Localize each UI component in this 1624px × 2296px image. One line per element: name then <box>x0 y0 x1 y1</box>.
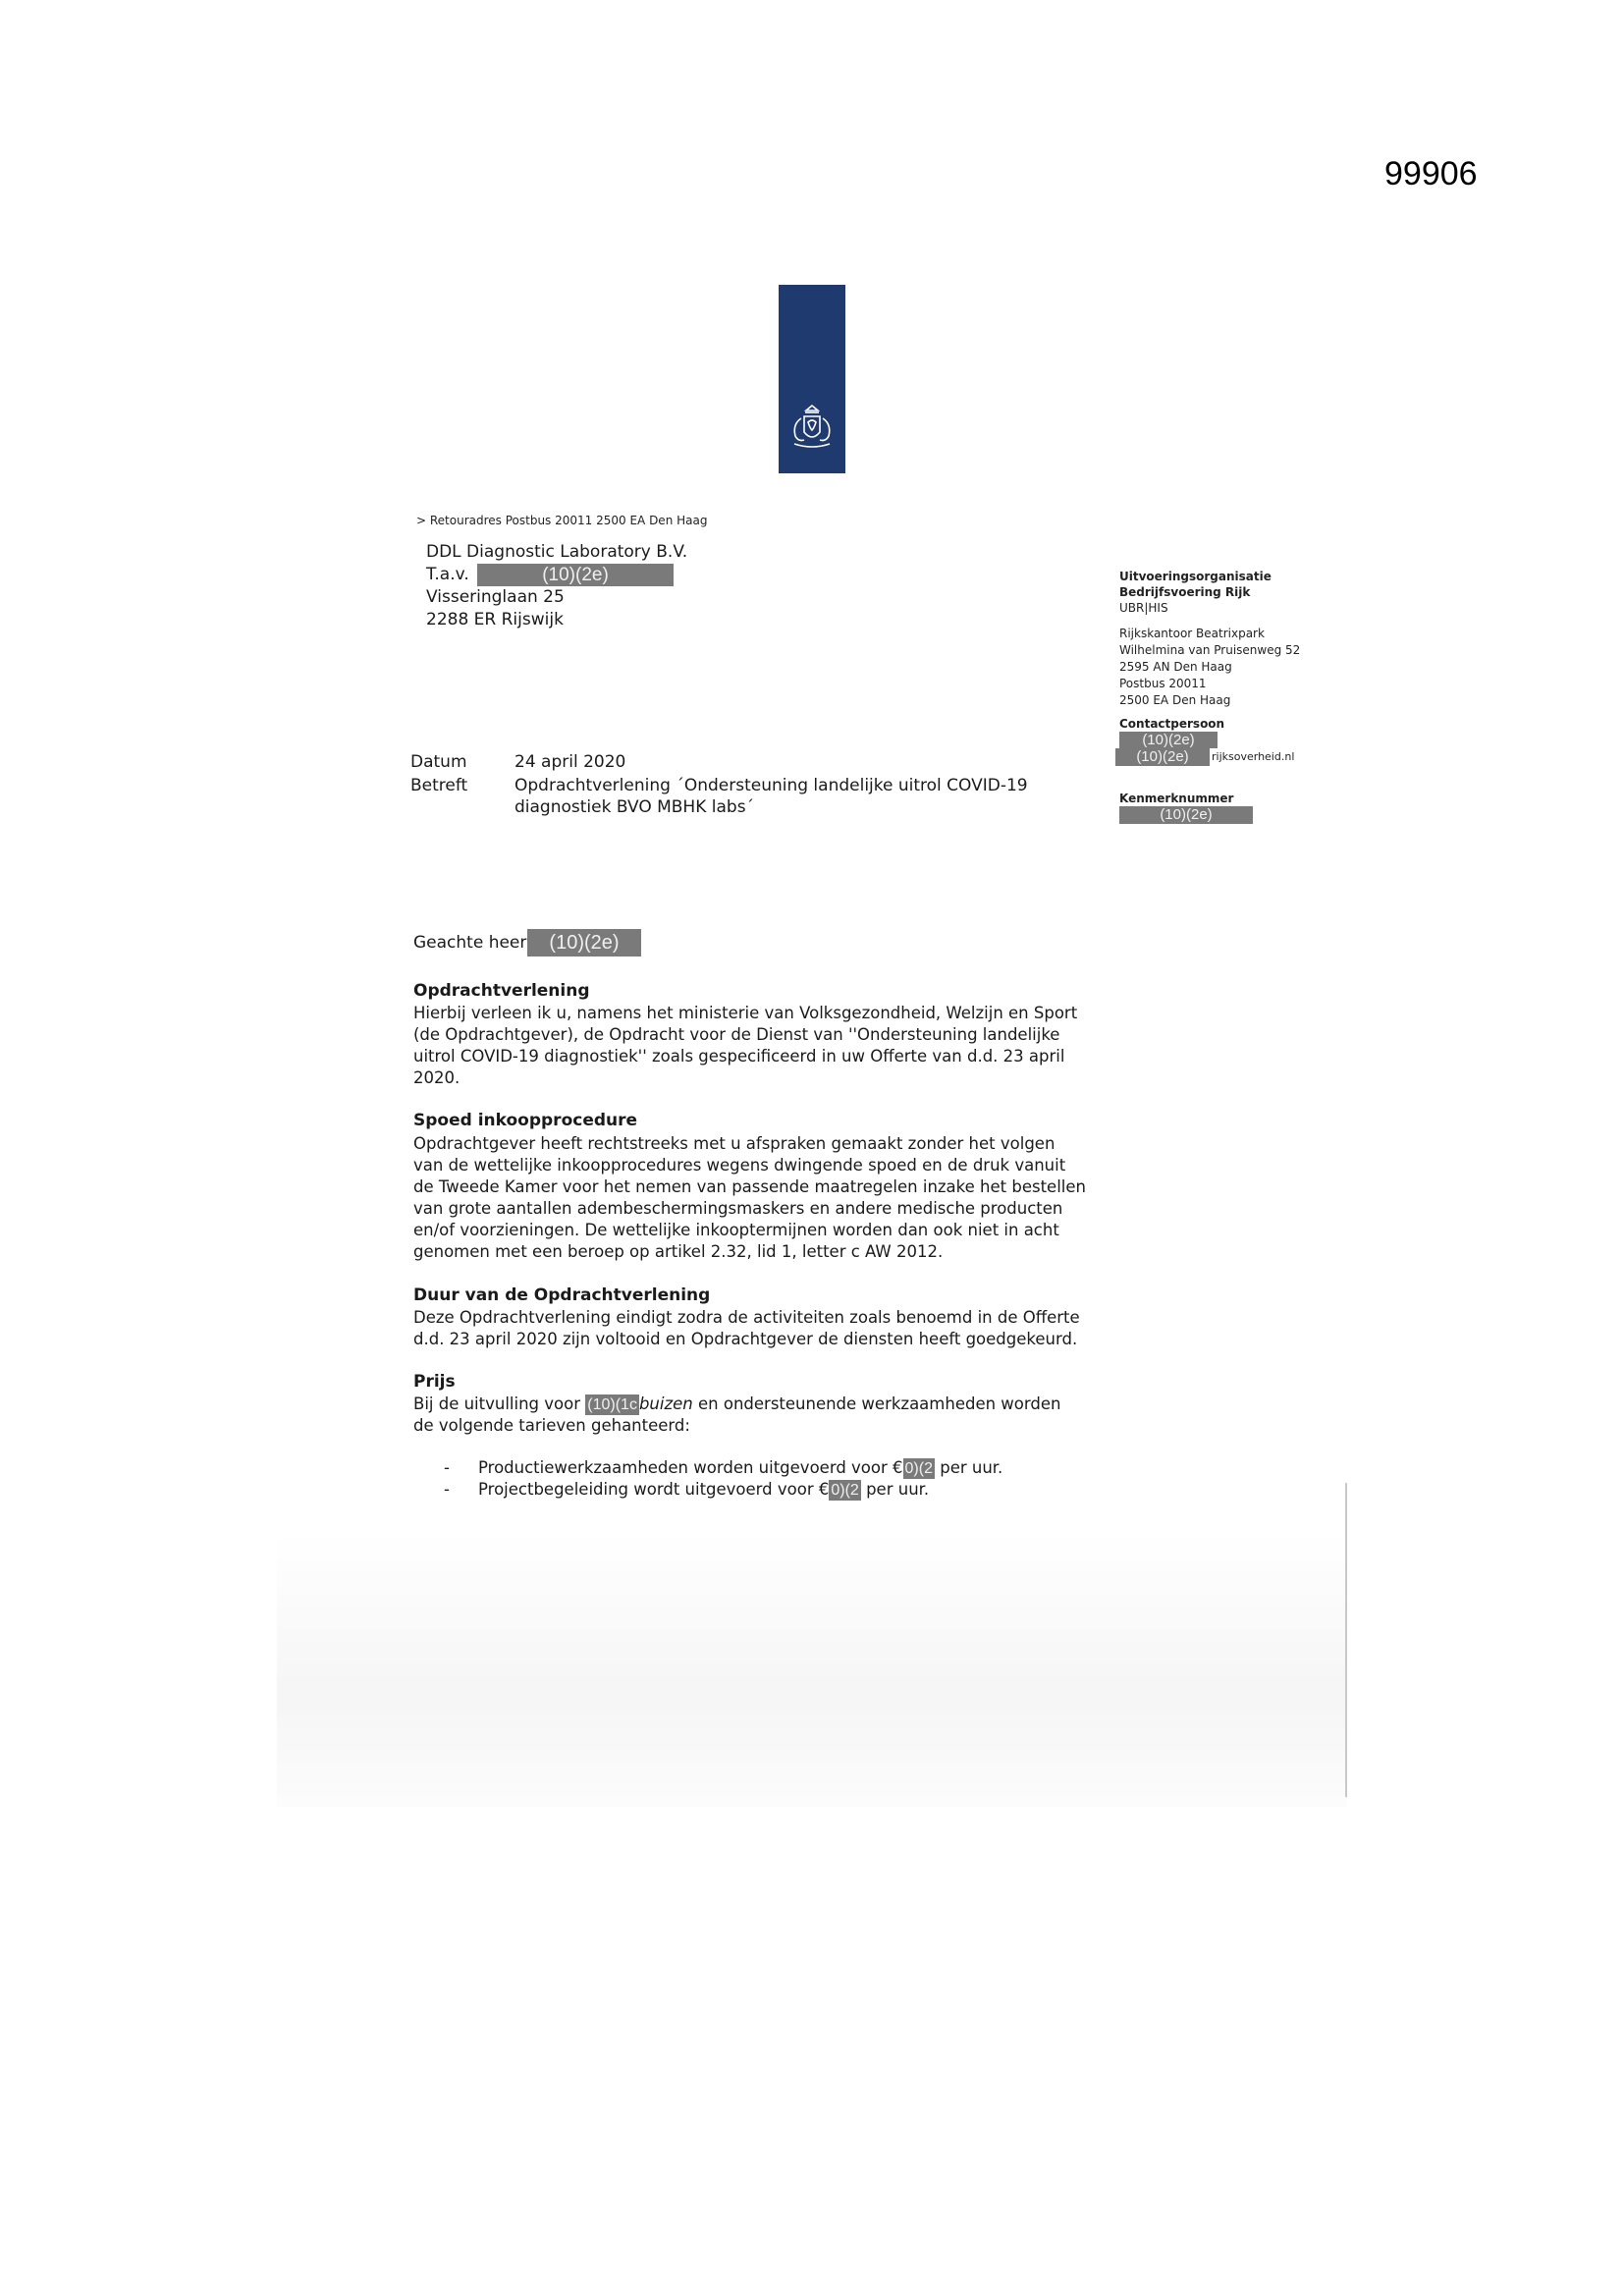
prijs-text: Bij de uitvulling voor <box>413 1394 581 1413</box>
recipient-company: DDL Diagnostic Laboratory B.V. <box>426 542 688 562</box>
redaction-attention: (10)(2e) <box>477 564 674 586</box>
sender-address-line: 2595 AN Den Haag <box>1119 660 1232 674</box>
paragraph-line: van grote aantallen adembeschermingsmaskers en andere medische producten <box>413 1199 1063 1218</box>
scan-edge <box>1345 1483 1347 1797</box>
sender-address-line: 2500 EA Den Haag <box>1119 693 1231 707</box>
paragraph-line: d.d. 23 april 2020 zijn voltooid en Opdrachtgever de diensten heeft goedgekeurd. <box>413 1330 1078 1348</box>
sender-org-line3: UBR|HIS <box>1119 601 1168 615</box>
redaction-prijs: (10)(1c <box>587 1396 637 1413</box>
paragraph-line: Deze Opdrachtverlening eindigt zodra de activiteiten zoals benoemd in de Offerte <box>413 1308 1080 1327</box>
paragraph-line: 2020. <box>413 1068 460 1087</box>
section-heading: Opdrachtverlening <box>413 981 590 1001</box>
subject-line: Opdrachtverlening ´Ondersteuning landelijke uitrol COVID-19 <box>514 776 1028 795</box>
bullet-dash: - <box>444 1480 450 1499</box>
redaction-reference: (10)(2e) <box>1119 806 1253 824</box>
sender-address-line: Rijkskantoor Beatrixpark <box>1119 627 1265 640</box>
government-logo <box>779 285 845 473</box>
redaction-rate: 0)(2 <box>904 1460 933 1477</box>
return-address: > Retouradres Postbus 20011 2500 EA Den Haag <box>416 514 708 527</box>
sender-address-line: Postbus 20011 <box>1119 677 1207 690</box>
paragraph-line: en/of voorzieningen. De wettelijke inkooptermijnen worden dan ook niet in acht <box>413 1221 1059 1239</box>
section-heading: Prijs <box>413 1372 456 1392</box>
royal-coat-of-arms-icon <box>786 403 838 452</box>
sender-org-line2: Bedrijfsvoering Rijk <box>1119 585 1251 599</box>
bullet-text: Productiewerkzaamheden worden uitgevoerd voor € <box>478 1458 903 1477</box>
contact-email-suffix: rijksoverheid.nl <box>1212 750 1295 763</box>
date-label: Datum <box>410 752 467 772</box>
redaction-contact-2: (10)(2e) <box>1115 748 1210 766</box>
subject-line: diagnostiek BVO MBHK labs´ <box>514 797 755 817</box>
redaction-contact-1: (10)(2e) <box>1119 732 1218 748</box>
date-value: 24 april 2020 <box>514 752 626 772</box>
paragraph-line: Hierbij verleen ik u, namens het ministerie van Volksgezondheid, Welzijn en Sport <box>413 1004 1078 1022</box>
section-heading: Spoed inkoopprocedure <box>413 1111 638 1130</box>
bullet-item <box>478 1480 929 1501</box>
sender-org-line1: Uitvoeringsorganisatie <box>1119 570 1272 583</box>
prijs-text: en ondersteunende werkzaamheden worden <box>698 1394 1061 1413</box>
recipient-city: 2288 ER Rijswijk <box>426 610 564 629</box>
recipient-street: Visseringlaan 25 <box>426 587 565 607</box>
bullet-item <box>478 1458 1002 1479</box>
reference-label: Kenmerknummer <box>1119 792 1234 805</box>
paragraph-line: genomen met een beroep op artikel 2.32, lid 1, letter c AW 2012. <box>413 1242 944 1261</box>
sender-address-line: Wilhelmina van Pruisenweg 52 <box>1119 643 1301 657</box>
paragraph-line: Opdrachtgever heeft rechtstreeks met u afspraken gemaakt zonder het volgen <box>413 1134 1056 1153</box>
paragraph-line: van de wettelijke inkoopprocedures wegens dwingende spoed en de druk vanuit <box>413 1156 1066 1175</box>
paragraph-line: (de Opdrachtgever), de Opdracht voor de Dienst van ''Ondersteuning landelijke <box>413 1025 1060 1044</box>
recipient-attention: T.a.v. <box>426 565 469 584</box>
prijs-italic: buizen <box>638 1394 693 1413</box>
paragraph-line: de volgende tarieven gehanteerd: <box>413 1416 690 1435</box>
subject-label: Betreft <box>410 776 468 795</box>
bullet-text: per uur. <box>940 1458 1003 1477</box>
paragraph-line: de Tweede Kamer voor het nemen van passende maatregelen inzake het bestellen <box>413 1177 1086 1196</box>
redaction-rate: 0)(2 <box>831 1482 859 1499</box>
paragraph-line: uitrol COVID-19 diagnostiek'' zoals gespecificeerd in uw Offerte van d.d. 23 april <box>413 1047 1065 1066</box>
bullet-dash: - <box>444 1458 450 1477</box>
section-heading: Duur van de Opdrachtverlening <box>413 1285 711 1305</box>
salutation: Geachte heer <box>413 933 527 953</box>
prijs-line-1 <box>413 1394 1060 1415</box>
bullet-text: Projectbegeleiding wordt uitgevoerd voor € <box>478 1480 830 1499</box>
bullet-text: per uur. <box>866 1480 930 1499</box>
scan-shadow <box>277 1532 1347 1807</box>
contact-label: Contactpersoon <box>1119 717 1225 731</box>
redaction-salutation: (10)(2e) <box>527 929 641 957</box>
page-number: 99906 <box>1384 155 1478 192</box>
